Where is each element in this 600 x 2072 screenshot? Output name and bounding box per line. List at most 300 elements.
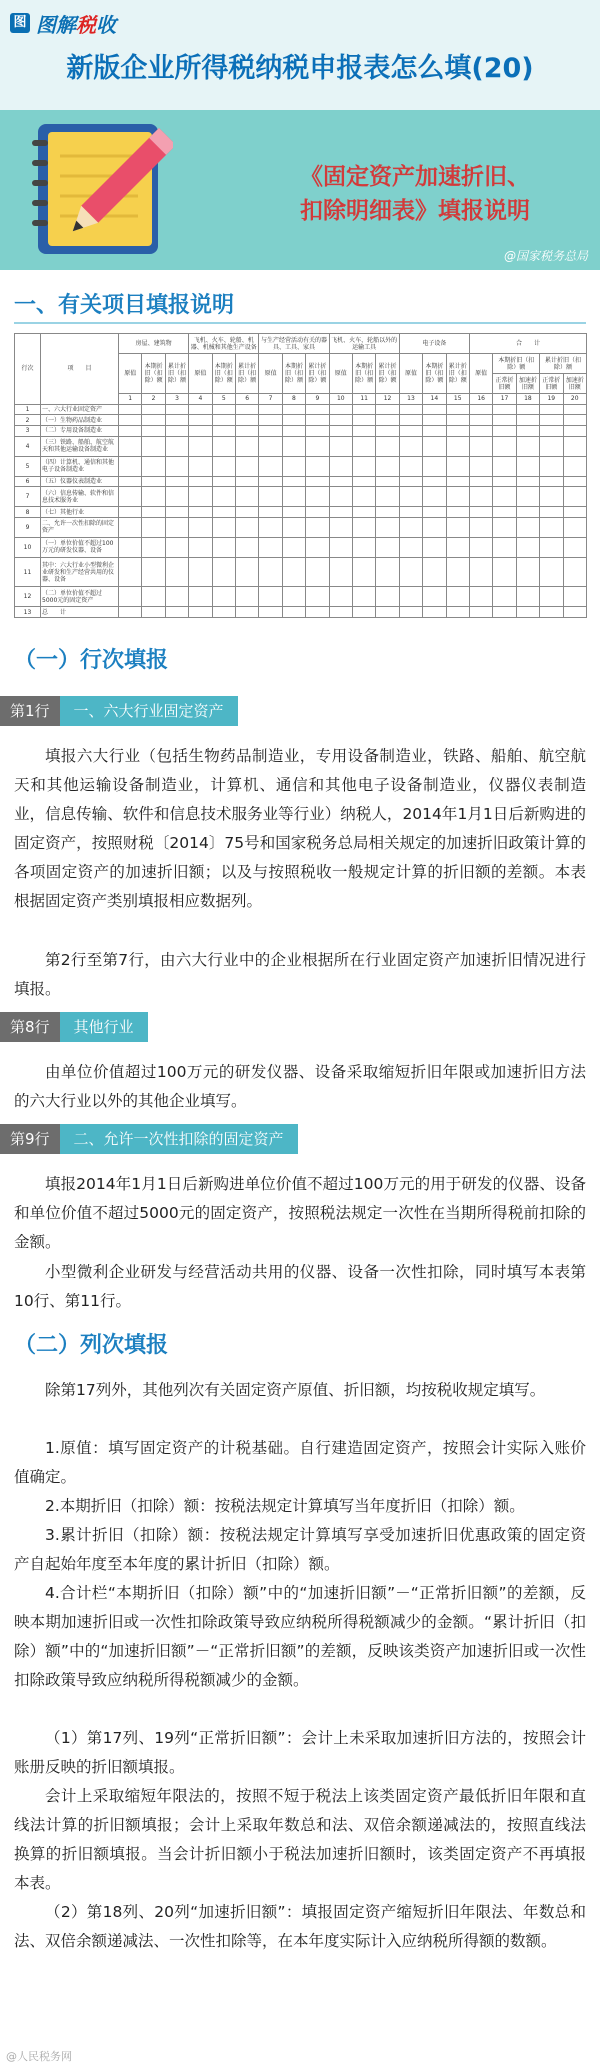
table-cell: [376, 425, 399, 436]
header-sub: 原值: [469, 354, 492, 394]
table-cell: [282, 607, 305, 618]
row-number: 5: [15, 456, 41, 476]
table-cell: [189, 425, 212, 436]
table-cell: [399, 587, 422, 607]
table-cell: [516, 537, 539, 557]
table-cell: [306, 557, 329, 586]
table-cell: [212, 456, 235, 476]
table-cell: [352, 557, 375, 586]
column-number: 18: [516, 394, 539, 405]
header-row-no: 行次: [15, 334, 41, 405]
table-cell: [142, 404, 165, 415]
table-cell: [329, 517, 352, 537]
header-sub: 正常折旧额: [540, 374, 563, 394]
table-cell: [212, 415, 235, 426]
table-cell: [329, 476, 352, 487]
table-cell: [329, 487, 352, 507]
subsection-column-heading: （二）列次填报: [14, 1333, 169, 1358]
table-row: [15, 607, 587, 618]
table-cell: [423, 607, 446, 618]
header-sub: 累计折旧（扣除）额: [376, 354, 399, 394]
table-cell: [423, 537, 446, 557]
table-cell: [212, 404, 235, 415]
table-cell: [540, 476, 563, 487]
table-cell: [306, 404, 329, 415]
table-cell: [259, 436, 282, 456]
table-cell: [235, 425, 258, 436]
row-number: 12: [15, 587, 41, 607]
table-cell: [329, 425, 352, 436]
table-cell: [282, 557, 305, 586]
column-number: 12: [376, 394, 399, 405]
table-cell: [189, 517, 212, 537]
header-sub: 原值: [399, 354, 422, 394]
table-cell: [376, 456, 399, 476]
table-cell: [212, 557, 235, 586]
row-number: 7: [15, 487, 41, 507]
table-cell: [423, 517, 446, 537]
column-number: 1: [119, 394, 142, 405]
table-cell: [540, 415, 563, 426]
table-cell: [352, 404, 375, 415]
table-cell: [119, 517, 142, 537]
form-table-grid: [14, 333, 587, 618]
table-cell: [469, 456, 492, 476]
banner-line1: 《固定资产加速折旧、: [300, 164, 530, 190]
header-item: 项 目: [41, 334, 119, 405]
row-number: 3: [15, 425, 41, 436]
table-cell: [142, 557, 165, 586]
row-tag-1: [0, 696, 238, 726]
table-row: [15, 415, 587, 426]
table-cell: [423, 507, 446, 518]
table-cell: [212, 507, 235, 518]
table-cell: [446, 456, 469, 476]
header-sub: 正常折旧额: [493, 374, 516, 394]
table-cell: [212, 476, 235, 487]
table-cell: [119, 415, 142, 426]
table-cell: [119, 456, 142, 476]
table-cell: [259, 507, 282, 518]
table-cell: [469, 476, 492, 487]
table-cell: [165, 425, 188, 436]
table-cell: [189, 476, 212, 487]
row-item: （一）单位价值不超过100万元的研发仪器、设备: [41, 537, 119, 557]
table-cell: [423, 456, 446, 476]
table-row: [15, 507, 587, 518]
header-sub: 原值: [259, 354, 282, 394]
table-cell: [119, 425, 142, 436]
column-number: 7: [259, 394, 282, 405]
table-cell: [563, 557, 586, 586]
table-cell: [282, 404, 305, 415]
watermark: @人民税务网: [6, 2050, 72, 2063]
table-cell: [540, 436, 563, 456]
table-cell: [235, 607, 258, 618]
table-row: [15, 476, 587, 487]
table-cell: [540, 517, 563, 537]
table-cell: [399, 415, 422, 426]
table-cell: [189, 537, 212, 557]
header-sub: 本期折旧（扣除）额: [142, 354, 165, 394]
table-row: [15, 404, 587, 415]
table-cell: [446, 487, 469, 507]
table-cell: [306, 517, 329, 537]
table-cell: [376, 587, 399, 607]
paragraph: 填报2014年1月1日后新购进单位价值不超过100万元的用于研发的仪器、设备和单位价值不超过5000元的固定资产，按照税法规定一次性在当期所得税前扣除的金额。: [14, 1175, 586, 1251]
table-cell: [189, 587, 212, 607]
table-cell: [235, 487, 258, 507]
table-cell: [376, 487, 399, 507]
header-sub: 原值: [119, 354, 142, 394]
table-cell: [119, 476, 142, 487]
table-cell: [142, 607, 165, 618]
paragraph: 第2行至第7行，由六大行业中的企业根据所在行业固定资产加速折旧情况进行填报。: [14, 951, 586, 998]
table-cell: [352, 476, 375, 487]
table-cell: [306, 537, 329, 557]
table-cell: [563, 476, 586, 487]
table-row: [15, 487, 587, 507]
row-tag-9: [0, 1124, 298, 1154]
table-cell: [212, 607, 235, 618]
table-cell: [165, 476, 188, 487]
table-cell: [493, 517, 516, 537]
table-cell: [493, 557, 516, 586]
table-cell: [282, 476, 305, 487]
table-cell: [563, 487, 586, 507]
table-cell: [165, 557, 188, 586]
table-cell: [306, 456, 329, 476]
header-sub: 本期折旧（扣除）额: [423, 354, 446, 394]
table-cell: [165, 487, 188, 507]
table-cell: [516, 557, 539, 586]
row-number: 10: [15, 537, 41, 557]
table-cell: [563, 456, 586, 476]
table-cell: [469, 507, 492, 518]
table-cell: [189, 456, 212, 476]
table-cell: [259, 607, 282, 618]
row-tag-name: 一、六大行业固定资产: [60, 696, 238, 726]
table-cell: [189, 415, 212, 426]
table-row: [15, 557, 587, 586]
table-cell: [563, 415, 586, 426]
table-cell: [235, 587, 258, 607]
table-cell: [119, 487, 142, 507]
table-cell: [469, 537, 492, 557]
row-item: 其中：六大行业小型微利企业研发和生产经营共用的仪器、设备: [41, 557, 119, 586]
table-cell: [306, 425, 329, 436]
table-cell: [516, 517, 539, 537]
paragraph: 填报六大行业（包括生物药品制造业，专用设备制造业，铁路、船舶、航空航天和其他运输设备制造业，计算机、通信和其他电子设备制造业，仪器仪表制造业，信息传输、软件和信息技术服务业等行业）纳税人，2014年1月1日后新购进的固定资产，按照财税〔2014〕75号和国家税务总局相关规定的加速折旧政策计算的各项固定资产的加速折旧额；以及与按照税收一般规定计算的折旧额的差额。本表根据固定资产类别填报相应数据列。: [14, 747, 587, 910]
row-tag-name: 二、允许一次性扣除的固定资产: [60, 1124, 298, 1154]
table-cell: [376, 557, 399, 586]
table-cell: [142, 436, 165, 456]
table-cell: [329, 436, 352, 456]
table-cell: [446, 404, 469, 415]
table-cell: [165, 436, 188, 456]
table-cell: [306, 607, 329, 618]
table-cell: [446, 587, 469, 607]
table-cell: [423, 487, 446, 507]
table-cell: [119, 507, 142, 518]
subsection-row-heading: （一）行次填报: [14, 648, 169, 673]
table-cell: [540, 537, 563, 557]
header-sub: 累计折旧（扣除）额: [446, 354, 469, 394]
table-cell: [165, 507, 188, 518]
column-number: 11: [352, 394, 375, 405]
header-group: 合 计: [469, 334, 586, 354]
table-cell: [119, 587, 142, 607]
paragraph: 2.本期折旧（扣除）额：按税法规定计算填写当年度折旧（扣除）额。: [45, 1497, 525, 1515]
table-cell: [165, 607, 188, 618]
table-cell: [493, 456, 516, 476]
header-sub: 加速折旧额: [516, 374, 539, 394]
table-cell: [493, 487, 516, 507]
table-cell: [563, 404, 586, 415]
table-cell: [493, 415, 516, 426]
table-cell: [329, 404, 352, 415]
table-cell: [235, 456, 258, 476]
header-group: 飞机、火车、轮船、机器、机械和其他生产设备: [189, 334, 259, 354]
table-cell: [423, 436, 446, 456]
table-cell: [352, 436, 375, 456]
table-cell: [119, 607, 142, 618]
table-cell: [516, 415, 539, 426]
column-number: 4: [189, 394, 212, 405]
form-table: [14, 333, 586, 618]
row-item: （六）信息传输、软件和信息技术服务业: [41, 487, 119, 507]
table-cell: [119, 436, 142, 456]
table-cell: [235, 507, 258, 518]
table-cell: [189, 557, 212, 586]
paragraph: 除第17列外，其他列次有关固定资产原值、折旧额，均按税收规定填写。: [45, 1381, 546, 1399]
row-tag-name: 其他行业: [60, 1012, 148, 1042]
table-cell: [563, 587, 586, 607]
column-number: 14: [423, 394, 446, 405]
table-cell: [352, 425, 375, 436]
table-cell: [329, 607, 352, 618]
row-number: 11: [15, 557, 41, 586]
column-number: 10: [329, 394, 352, 405]
header-group: 房屋、建筑物: [119, 334, 189, 354]
table-cell: [235, 517, 258, 537]
table-cell: [446, 507, 469, 518]
table-cell: [119, 537, 142, 557]
column-number: 8: [282, 394, 305, 405]
table-cell: [516, 587, 539, 607]
table-cell: [469, 587, 492, 607]
table-cell: [399, 425, 422, 436]
table-row: [15, 456, 587, 476]
table-cell: [493, 425, 516, 436]
row-item: 二、允许一次性扣除的固定资产: [41, 517, 119, 537]
table-cell: [540, 587, 563, 607]
table-cell: [165, 456, 188, 476]
table-cell: [352, 537, 375, 557]
table-cell: [399, 476, 422, 487]
table-cell: [189, 436, 212, 456]
table-cell: [142, 487, 165, 507]
table-cell: [259, 476, 282, 487]
table-cell: [282, 456, 305, 476]
header-sub: 本期折旧（扣除）额: [352, 354, 375, 394]
header-sub: 累计折旧（扣除）额: [306, 354, 329, 394]
table-cell: [329, 456, 352, 476]
table-cell: [493, 507, 516, 518]
banner-line2: 扣除明细表》填报说明: [300, 198, 530, 224]
table-cell: [376, 517, 399, 537]
header: [0, 0, 600, 270]
row-number: 2: [15, 415, 41, 426]
table-cell: [540, 425, 563, 436]
table-row: [15, 425, 587, 436]
header-group: 与生产经营活动有关的器具、工具、家具: [259, 334, 329, 354]
table-cell: [446, 517, 469, 537]
table-cell: [446, 436, 469, 456]
table-cell: [540, 507, 563, 518]
table-cell: [376, 436, 399, 456]
column-number: 5: [212, 394, 235, 405]
header-sub: 累计折旧（扣除）额: [165, 354, 188, 394]
table-cell: [235, 415, 258, 426]
table-cell: [165, 415, 188, 426]
table-cell: [306, 415, 329, 426]
table-cell: [563, 537, 586, 557]
table-cell: [399, 404, 422, 415]
table-cell: [516, 476, 539, 487]
table-cell: [306, 436, 329, 456]
column-number: 19: [540, 394, 563, 405]
row-item: 一、六大行业固定资产: [41, 404, 119, 415]
table-cell: [352, 517, 375, 537]
paragraph: 3.累计折旧（扣除）额：按税法规定计算填写享受加速折旧优惠政策的固定资产自起始年度至本年度的累计折旧（扣除）额。: [14, 1526, 586, 1573]
table-cell: [259, 537, 282, 557]
column-number: 16: [469, 394, 492, 405]
header-sub: 累计折旧（扣除）额: [540, 354, 587, 374]
table-cell: [142, 456, 165, 476]
row-number: 6: [15, 476, 41, 487]
logo-text-c: 收: [96, 12, 116, 37]
table-cell: [423, 587, 446, 607]
table-cell: [352, 415, 375, 426]
table-cell: [423, 404, 446, 415]
table-cell: [235, 557, 258, 586]
table-cell: [399, 456, 422, 476]
table-cell: [493, 537, 516, 557]
row-item: （四）计算机、通信和其他电子设备制造业: [41, 456, 119, 476]
table-cell: [399, 557, 422, 586]
table-cell: [376, 476, 399, 487]
section-divider: [14, 322, 586, 324]
table-cell: [469, 425, 492, 436]
table-cell: [282, 507, 305, 518]
paragraph: 小型微利企业研发与经营活动共用的仪器、设备一次性扣除，同时填写本表第10行、第11行。: [14, 1263, 586, 1310]
table-cell: [165, 587, 188, 607]
table-cell: [306, 487, 329, 507]
table-cell: [259, 404, 282, 415]
notebook-pencil-icon: [18, 116, 173, 261]
table-cell: [306, 476, 329, 487]
section-heading: 一、有关项目填报说明: [14, 293, 235, 318]
table-cell: [329, 415, 352, 426]
header-sub: 原值: [189, 354, 212, 394]
table-row: [15, 587, 587, 607]
table-cell: [563, 507, 586, 518]
table-cell: [259, 425, 282, 436]
header-group: 电子设备: [399, 334, 469, 354]
header-sub: 加速折旧额: [563, 374, 586, 394]
table-cell: [446, 537, 469, 557]
table-cell: [469, 607, 492, 618]
table-cell: [259, 557, 282, 586]
table-cell: [259, 456, 282, 476]
table-cell: [493, 404, 516, 415]
row-tag-8: [0, 1012, 148, 1042]
table-cell: [399, 436, 422, 456]
table-cell: [329, 507, 352, 518]
paragraph: 1.原值：填写固定资产的计税基础。自行建造固定资产，按照会计实际入账价值确定。: [14, 1439, 586, 1486]
column-number: 6: [235, 394, 258, 405]
banner-source: @国家税务总局: [503, 249, 588, 263]
table-cell: [212, 537, 235, 557]
table-cell: [282, 517, 305, 537]
table-cell: [376, 507, 399, 518]
paragraph: （2）第18列、20列“加速折旧额”：填报固定资产缩短折旧年限法、年数总和法、双倍余额递减法、一次性扣除等，在本年度实际计入应纳税所得额的数额。: [14, 1903, 586, 1950]
header-sub: 原值: [329, 354, 352, 394]
table-cell: [212, 487, 235, 507]
logo-mark: 图: [10, 13, 30, 33]
row-tag-number: 第9行: [0, 1124, 60, 1154]
table-cell: [446, 425, 469, 436]
row-item: （二）单位价值不超过5000元的固定资产: [41, 587, 119, 607]
table-cell: [142, 587, 165, 607]
table-cell: [399, 507, 422, 518]
table-cell: [212, 517, 235, 537]
table-cell: [469, 557, 492, 586]
table-cell: [399, 607, 422, 618]
table-cell: [563, 425, 586, 436]
table-cell: [235, 537, 258, 557]
paragraph: 4.合计栏“本期折旧（扣除）额”中的“加速折旧额”－“正常折旧额”的差额，反映本期加速折旧或一次性扣除政策导致应纳税所得税额减少的金额。“累计折旧（扣除）额”中的“加速折旧额”－“正常折旧额”的差额，反映该类资产加速折旧或一次性扣除政策导致应纳税所得税额减少的金额。: [14, 1584, 586, 1689]
table-cell: [352, 456, 375, 476]
table-cell: [142, 476, 165, 487]
row-number: 1: [15, 404, 41, 415]
table-cell: [142, 517, 165, 537]
column-number: 3: [165, 394, 188, 405]
table-cell: [516, 425, 539, 436]
table-cell: [376, 607, 399, 618]
table-cell: [423, 476, 446, 487]
column-number: 17: [493, 394, 516, 405]
header-sub: 本期折旧（扣除）额: [493, 354, 540, 374]
table-cell: [563, 607, 586, 618]
table-cell: [212, 436, 235, 456]
table-cell: [235, 476, 258, 487]
table-cell: [306, 507, 329, 518]
table-cell: [352, 607, 375, 618]
table-cell: [493, 436, 516, 456]
page-title: 新版企业所得税纳税申报表怎么填(20): [66, 53, 534, 84]
table-cell: [516, 436, 539, 456]
table-cell: [282, 537, 305, 557]
table-cell: [235, 404, 258, 415]
table-cell: [469, 517, 492, 537]
table-cell: [189, 607, 212, 618]
table-cell: [282, 487, 305, 507]
table-row: [15, 537, 587, 557]
row-item: （七）其他行业: [41, 507, 119, 518]
table-cell: [540, 487, 563, 507]
